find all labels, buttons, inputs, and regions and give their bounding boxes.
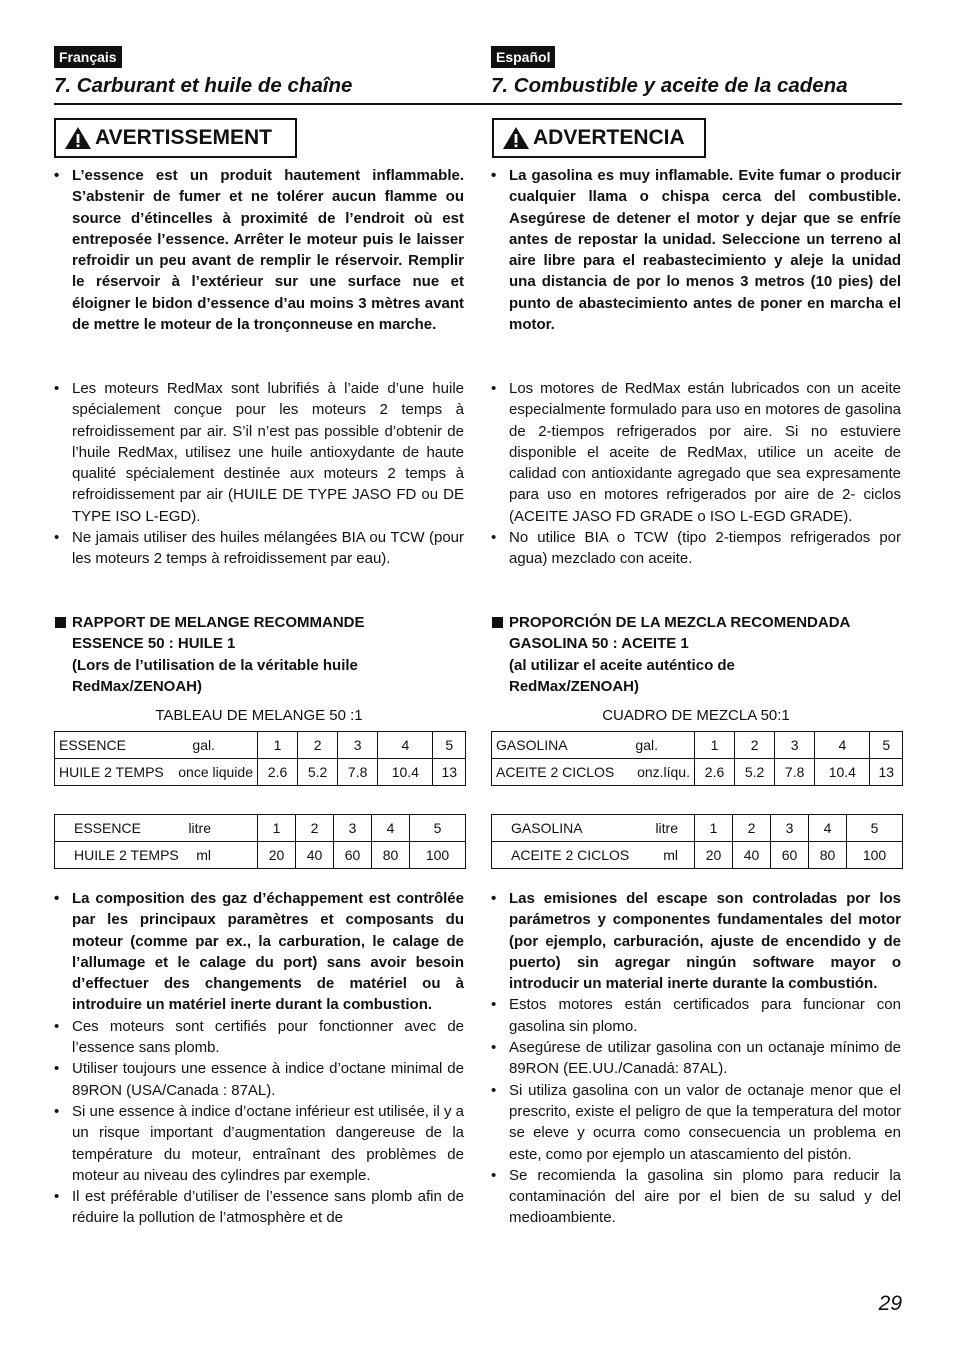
- table-cell: 2: [298, 732, 338, 759]
- table-row: [492, 842, 903, 869]
- table-cell: 5: [870, 732, 903, 759]
- section-title-es: 7. Combustible y aceite de la cadena: [491, 74, 848, 97]
- table-cell: 4: [809, 815, 847, 842]
- oil-bullets-es: [491, 378, 901, 570]
- row-label: HUILE 2 TEMPS: [59, 764, 164, 780]
- row-label: HUILE 2 TEMPS: [74, 847, 179, 863]
- table-cell: 10.4: [815, 759, 870, 786]
- table-cell: 3: [334, 815, 372, 842]
- table-cell: 2: [733, 815, 771, 842]
- list-item: • Asegúrese de utilizar gasolina con un octanaje mínimo de 89RON (EE.UU./Canadá: 87AL).: [491, 1037, 901, 1080]
- table-cell: 40: [296, 842, 334, 869]
- list-item: • Les moteurs RedMax sont lubrifiés à l’aide d’une huile spécialement conçue pour les moteurs 2 temps à refroidissement par air. S’il n’est pas possible d’obtenir de l’huile RedMax, utilisez une huile antioxydante de haute qualité spécialement destinée aux moteurs 2 temps à refroidissement par air (HUILE DE TYPE JASO FD ou DE TYPE ISO L-EGD).: [54, 378, 464, 527]
- row-unit: litre: [188, 820, 211, 836]
- table-cell: 2.6: [258, 759, 298, 786]
- row-unit: ml: [196, 847, 211, 863]
- row-unit: gal.: [635, 737, 658, 753]
- square-bullet-icon: [55, 617, 66, 628]
- table-row: [492, 815, 903, 842]
- mix-heading-line: RedMax/ZENOAH): [72, 677, 203, 695]
- row-unit: ml: [663, 847, 678, 863]
- table-cell: 5: [847, 815, 903, 842]
- table-cell: 20: [695, 842, 733, 869]
- list-item: • Los motores de RedMax están lubricados con un aceite especialmente formulado para uso en motores de gasolina de 2-tiempos refrigerados por aire. Si no estuviere disponible el aceite de RedMax, utilice un aceite de calidad con antioxidante agregado que sea expresamente para uso en motores refrigerados por aire de 2- ciclos (ACEITE JASO FD GRADE o ISO L-EGD GRADE).: [491, 378, 901, 527]
- row-label: GASOLINA: [511, 820, 583, 836]
- row-label: GASOLINA: [496, 737, 568, 753]
- header-fr: [54, 46, 464, 98]
- table-row: [55, 815, 466, 842]
- table-cell: 5: [410, 815, 466, 842]
- list-item: • Si utiliza gasolina con un valor de octanaje menor que el prescrito, existe el peligro de que la temperatura del motor se eleve y ocurra como consecuencia un problema en este, como por ejemplo un atascamiento del pistón.: [491, 1080, 901, 1165]
- table-cell: 3: [771, 815, 809, 842]
- warning-label-fr: AVERTISSEMENT: [95, 126, 272, 149]
- warning-label-es: ADVERTENCIA: [533, 126, 685, 149]
- table-cell: 3: [338, 732, 378, 759]
- table-cell: 7.8: [338, 759, 378, 786]
- mix-heading-line: RAPPORT DE MELANGE RECOMMANDE: [72, 614, 365, 631]
- table-row: [492, 759, 903, 786]
- list-item: • Se recomienda la gasolina sin plomo para reducir la contaminación del aire por el bien de su salud y del medioambiente.: [491, 1165, 901, 1229]
- list-item: • La composition des gaz d’échappement est contrôlée par les principaux paramètres et composants du moteur (comme par ex., la carburation, le calage de l’allumage et le calage du port) sans avoir besoin d’effectuer des changements de matériel ou à introduire un matériel inerte durant la combustion.: [54, 888, 464, 1016]
- mix-heading-line: RedMax/ZENOAH): [509, 677, 640, 695]
- mix-heading-line: (Lors de l’utilisation de la véritable huile: [72, 656, 358, 674]
- table-cell: 1: [258, 815, 296, 842]
- list-item: • Estos motores están certificados para funcionar con gasolina sin plomo.: [491, 994, 901, 1037]
- mix-table-gal-es: [491, 731, 901, 786]
- page-number: 29: [878, 1292, 902, 1315]
- mix-heading-es: [491, 612, 901, 697]
- mix-heading-line: (al utilizar el aceite auténtico de: [509, 656, 735, 674]
- mix-table-gal-fr: [54, 731, 464, 786]
- warning-box-fr: [54, 118, 297, 158]
- table-cell: 3: [775, 732, 815, 759]
- row-label: ESSENCE: [74, 820, 141, 836]
- list-item: • No utilice BIA o TCW (tipo 2-tiempos refrigerados por agua) mezclado con aceite.: [491, 527, 901, 570]
- table-cell: 5: [433, 732, 466, 759]
- table-cell: 60: [334, 842, 372, 869]
- row-unit: litre: [655, 820, 678, 836]
- list-item: • Utiliser toujours une essence à indice d’octane minimal de 89RON (USA/Canada : 87AL).: [54, 1058, 464, 1101]
- row-label: ACEITE 2 CICLOS: [496, 764, 615, 780]
- section-title-fr: 7. Carburant et huile de chaîne: [54, 74, 353, 97]
- table-cell: 13: [433, 759, 466, 786]
- table-cell: 1: [258, 732, 298, 759]
- table-cell: 60: [771, 842, 809, 869]
- warning-triangle-icon: [502, 126, 530, 150]
- table-cell: 20: [258, 842, 296, 869]
- table-cell: 10.4: [378, 759, 433, 786]
- table-caption-fr: TABLEAU DE MELANGE 50 :1: [155, 707, 363, 724]
- oil-bullets-fr: [54, 378, 464, 570]
- list-item: • Ne jamais utiliser des huiles mélangées BIA ou TCW (pour les moteurs 2 temps à refroidissement par eau).: [54, 527, 464, 570]
- language-tag-es: Español: [491, 46, 555, 68]
- table-cell: 5.2: [735, 759, 775, 786]
- table-row: [492, 732, 903, 759]
- list-item: • Si une essence à indice d’octane inférieur est utilisée, il y a un risque important d’augmentation dangereuse de la température du moteur, entraînant des problèmes de moteur au niveau des cylindres par exemple.: [54, 1101, 464, 1186]
- mix-table-litre-es: [491, 814, 901, 869]
- table-cell: 100: [410, 842, 466, 869]
- table-cell: 80: [372, 842, 410, 869]
- warning-bullet: • L’essence est un produit hautement inflammable. S’abstenir de fumer et ne tolérer aucun flamme ou source d’étincelles à proximité de l’endroit où est entreposée l’essence. Arrêter le moteur puis le laisser refroidir un peu avant de remplir le réservoir. Remplir le réservoir à l’extérieur sur une surface nue et éloigner le bidon d’essence d’au moins 3 mètres avant de mettre le moteur de la tronçonneuse en marche.: [54, 165, 464, 335]
- table-cell: 4: [815, 732, 870, 759]
- emission-bullets-es: [491, 888, 901, 1229]
- row-label: ACEITE 2 CICLOS: [511, 847, 630, 863]
- warning-box-es: [492, 118, 706, 158]
- mix-heading-line: GASOLINA 50 : ACEITE 1: [509, 635, 689, 653]
- table-cell: 80: [809, 842, 847, 869]
- mix-heading-line: ESSENCE 50 : HUILE 1: [72, 635, 236, 653]
- table-cell: 1: [695, 815, 733, 842]
- table-cell: 2.6: [695, 759, 735, 786]
- square-bullet-icon: [492, 617, 503, 628]
- emission-bullets-fr: [54, 888, 464, 1229]
- language-tag-fr: Français: [54, 46, 122, 68]
- row-unit: onz.líqu.: [637, 764, 690, 780]
- row-label: ESSENCE: [59, 737, 126, 753]
- table-cell: 4: [372, 815, 410, 842]
- mix-table-litre-fr: [54, 814, 464, 869]
- table-cell: 4: [378, 732, 433, 759]
- list-item: • Ces moteurs sont certifiés pour fonctionner avec de l’essence sans plomb.: [54, 1016, 464, 1059]
- warning-triangle-icon: [64, 126, 92, 150]
- table-cell: 7.8: [775, 759, 815, 786]
- warning-text-es: [491, 165, 901, 335]
- mix-heading-fr: [54, 612, 464, 697]
- list-item: • Il est préférable d’utiliser de l’essence sans plomb afin de réduire la pollution de l’atmosphère et de: [54, 1186, 464, 1229]
- row-unit: once liquide: [178, 764, 253, 780]
- table-cell: 2: [296, 815, 334, 842]
- table-row: [55, 732, 466, 759]
- table-cell: 1: [695, 732, 735, 759]
- warning-bullet: • La gasolina es muy inflamable. Evite fumar o producir cualquier llama o chispa cerca del combustible. Asegúrese de detener el motor y dejar que se enfríe antes de repostar la unidad. Seleccione un terreno al aire libre para el reabastecimiento y aleje la unidad una distancia de por lo menos 3 metros (10 pies) del punto de abastecimiento antes de poner en marcha el motor.: [491, 165, 901, 335]
- mix-heading-line: PROPORCIÓN DE LA MEZCLA RECOMENDADA: [509, 614, 851, 631]
- row-unit: gal.: [192, 737, 215, 753]
- warning-text-fr: [54, 165, 464, 335]
- table-row: [55, 842, 466, 869]
- table-row: [55, 759, 466, 786]
- table-caption-es: CUADRO DE MEZCLA 50:1: [602, 707, 790, 724]
- table-cell: 40: [733, 842, 771, 869]
- header-es: [491, 46, 901, 98]
- table-cell: 13: [870, 759, 903, 786]
- table-cell: 2: [735, 732, 775, 759]
- header-rule: [54, 103, 902, 105]
- list-item: • Las emisiones del escape son controladas por los parámetros y componentes fundamentales del motor (por ejemplo, carburación, ajuste de encendido y de puerto) sin agregar ningún software mayor o introducir un material inerte durante la combustión.: [491, 888, 901, 994]
- table-cell: 5.2: [298, 759, 338, 786]
- table-cell: 100: [847, 842, 903, 869]
